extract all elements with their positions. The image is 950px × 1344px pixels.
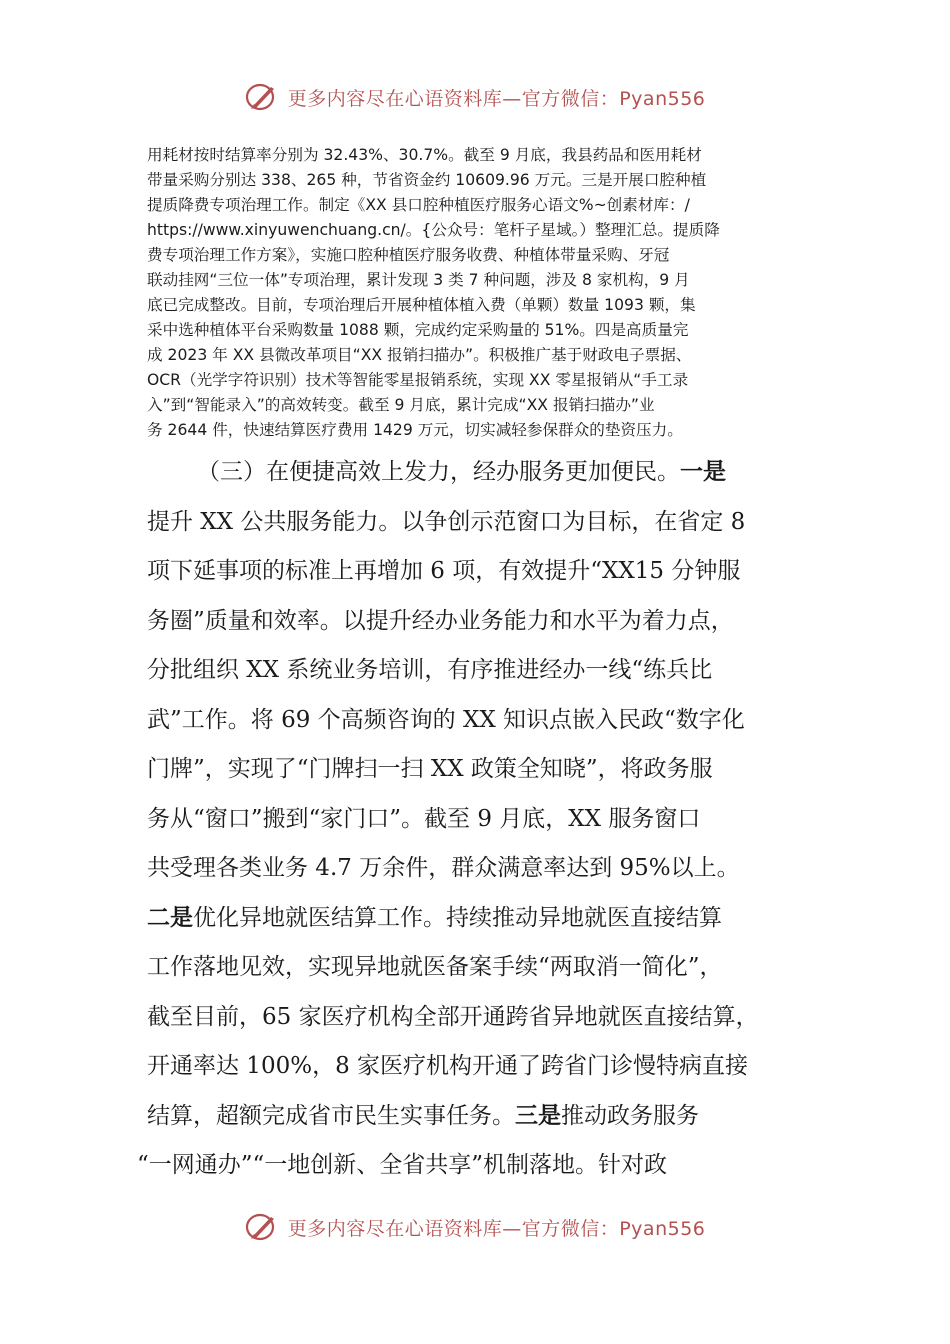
paragraph-line: 共受理各类业务 4.7 万余件，群众满意率达到 95%以上。 [147, 855, 740, 881]
watermark-header [0, 82, 950, 112]
paragraph-line: 分批组织 XX 系统业务培训，有序推进经办一线“练兵比 [147, 657, 713, 683]
paragraph-line: 提升 XX 公共服务能力。以争创示范窗口为目标，在省定 8 [147, 508, 746, 535]
paragraph-line [147, 1092, 807, 1142]
point-label-three: 三是 [515, 1102, 561, 1129]
point-label-one: 一是 [680, 459, 726, 485]
paragraph-line: 武”工作。将 69 个高频咨询的 XX 知识点嵌入民政“数字化 [147, 706, 745, 733]
paragraph-line: 截至目前，65 家医疗机构全部开通跨省异地就医直接结算， [147, 1003, 759, 1030]
small-paragraph-line: OCR（光学字符识别）技术等智能零星报销系统，实现 XX 零星报销从“手工录 [147, 371, 689, 389]
paragraph-line: 开通率达 100%，8 家医疗机构开通了跨省门诊慢特病直接 [147, 1053, 749, 1079]
small-paragraph-line: 成 2023 年 XX 县微改革项目“XX 报销扫描办”。积极推广基于财政电子票据、 [147, 346, 692, 364]
small-paragraph-line: 采中选种植体平台采购数量 1088 颗，完成约定采购量的 51%。四是高质量完 [147, 321, 689, 339]
quill-logo-icon [245, 82, 279, 112]
small-paragraph-line: 底已完成整改。目前，专项治理后开展种植体植入费（单颗）数量 1093 颗，集 [147, 296, 696, 314]
point-label-two: 二是 [147, 904, 193, 931]
paragraph-line [147, 894, 807, 944]
paragraph-line: 务从“窗口”搬到“家门口”。截至 9 月底，XX 服务窗口 [147, 805, 701, 832]
line-text: 推动政务服务 [561, 1102, 699, 1129]
line-text: 优化异地就医结算工作。持续推动异地就医直接结算 [193, 904, 722, 931]
watermark-text: 更多内容尽在心语资料库—官方微信：Pyan556 [287, 87, 706, 110]
small-paragraph-line: 务 2644 件，快速结算医疗费用 1429 万元，切实减轻参保群众的垫资压力。 [147, 421, 683, 439]
line-text: 结算，超额完成省市民生实事任务。 [147, 1102, 515, 1129]
section-heading: （三）在便捷高效上发力，经办服务更加便民。 [197, 459, 680, 485]
watermark-text: 更多内容尽在心语资料库—官方微信：Pyan556 [287, 1217, 706, 1240]
quill-logo-icon [245, 1212, 279, 1242]
small-paragraph-line: https://www.xinyuwenchuang.cn/。{公众号：笔杆子星域。）整理汇总。提质降 [147, 221, 720, 239]
paragraph-line [147, 448, 807, 498]
small-paragraph-line: 费专项治理工作方案》，实施口腔种植医疗服务收费、种植体带量采购、牙冠 [147, 246, 670, 264]
small-paragraph-line: 联动挂网“三位一体”专项治理，累计发现 3 类 7 种问题，涉及 8 家机构，9 月 [147, 271, 690, 289]
paragraph-line: 工作落地见效，实现异地就医备案手续“两取消一简化”， [147, 954, 723, 980]
small-paragraph-line: 带量采购分别达 338、265 种，节省资金约 10609.96 万元。三是开展口腔种植 [147, 171, 707, 189]
main-paragraph [137, 448, 807, 1191]
small-paragraph [147, 143, 807, 443]
small-paragraph-line: 提质降费专项治理工作。制定《XX 县口腔种植医疗服务心语文%~创素材库：/ [147, 196, 690, 214]
watermark-footer [0, 1212, 950, 1242]
small-paragraph-line: 入”到“智能录入”的高效转变。截至 9 月底，累计完成“XX 报销扫描办”业 [147, 396, 655, 414]
paragraph-line: 门牌”，实现了“门牌扫一扫 XX 政策全知晓”，将政务服 [147, 756, 713, 782]
paragraph-line: 务圈”质量和效率。以提升经办业务能力和水平为着力点， [147, 607, 734, 634]
small-paragraph-line: 用耗材按时结算率分别为 32.43%、30.7%。截至 9 月底，我县药品和医用耗材 [147, 146, 702, 164]
paragraph-line: 项下延事项的标准上再增加 6 项，有效提升“XX15 分钟服 [147, 558, 741, 584]
paragraph-line: “一网通办”“一地创新、全省共享”机制落地。针对政 [137, 1152, 668, 1178]
